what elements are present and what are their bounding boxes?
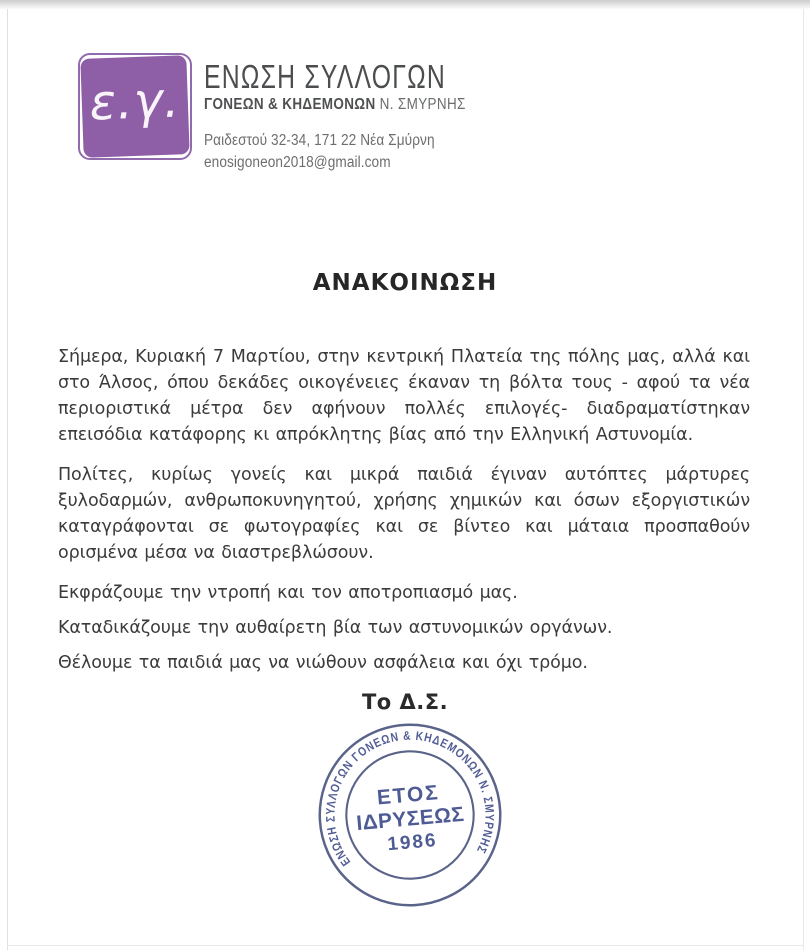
association-logo (80, 55, 189, 158)
logo-initials: ε.γ. (88, 71, 182, 132)
org-subtitle-bold: ΓΟΝΕΩΝ & ΚΗΔΕΜΟΝΩΝ (204, 95, 376, 113)
org-subtitle (204, 96, 467, 114)
stamp-center-line1: ΕΤΟΣ (376, 781, 441, 810)
photo-left-edge (7, 9, 8, 950)
photo-right-edge (803, 9, 804, 950)
signature: Το Δ.Σ. (361, 690, 449, 715)
org-subtitle-region: Ν. ΣΜΥΡΝΗΣ (379, 95, 466, 113)
paragraph: Εκφράζουμε την ντροπή και τον αποτροπιασμό μας. (58, 583, 518, 604)
paragraph: Σήμερα, Κυριακή 7 Μαρτίου, στην κεντρική Πλατεία της πόλης μας, αλλά και στο Άλσος, όπου δεκάδες οικογένειες έκαναν τη βόλτα τους - αφού τα νέα περιοριστικά μέτρα δεν αφήνουν πολλές επιλογές- διαδραματίστηκαν επεισόδια κατάφορης κι απρόκλητης βίας από την Ελληνική Αστυνομία. (58, 347, 750, 446)
paragraph: Θέλουμε τα παιδιά μας να νιώθουν ασφάλεια και όχι τρόμο. (58, 653, 588, 674)
org-name: ΕΝΩΣΗ ΣΥΛΛΟΓΩΝ (204, 57, 446, 96)
letterhead (0, 0, 810, 174)
stamp-center-text (353, 780, 467, 859)
paragraph: Πολίτες, κυρίως γονείς και μικρά παιδιά έγιναν αυτόπτες μάρτυρες ξυλοδαρμών, ανθρωποκυνηγητού, χρήσης χημικών και όσων εξοργιστικών καταγράφονται σε φωτογραφίες και σε βίντεο και μάταια προσπαθούν ορισμένα μέσα να διαστρεβλώσουν. (58, 465, 750, 564)
org-block (204, 57, 506, 174)
document-body (58, 344, 750, 676)
org-email: enosigoneon2018@gmail.com (204, 154, 391, 172)
stamp-center-line3: 1986 (386, 830, 439, 856)
page-title: ΑΝΑΚΟΙΝΩΣΗ (312, 270, 498, 297)
photo-top-shadow (0, 0, 810, 9)
org-contact (204, 130, 470, 175)
stamp-ring-text: ΕΝΩΣΗ ΣΥΛΛΟΓΩΝ ΓΟΝΕΩΝ & ΚΗΔΕΜΟΝΩΝ Ν. ΣΜΥΡΝΗΣ (323, 729, 497, 870)
stamp-seal-icon (310, 716, 510, 916)
photo-bottom-edge (7, 945, 804, 946)
paragraph: Καταδικάζουμε την αυθαίρετη βία των αστυνομικών οργάνων. (58, 618, 613, 639)
association-stamp (310, 716, 510, 916)
stamp-center-line2: ΙΔΡΥΣΕΩΣ (355, 803, 466, 836)
org-address: Ραιδεστού 32-34, 171 22 Νέα Σμύρνη (204, 131, 435, 149)
